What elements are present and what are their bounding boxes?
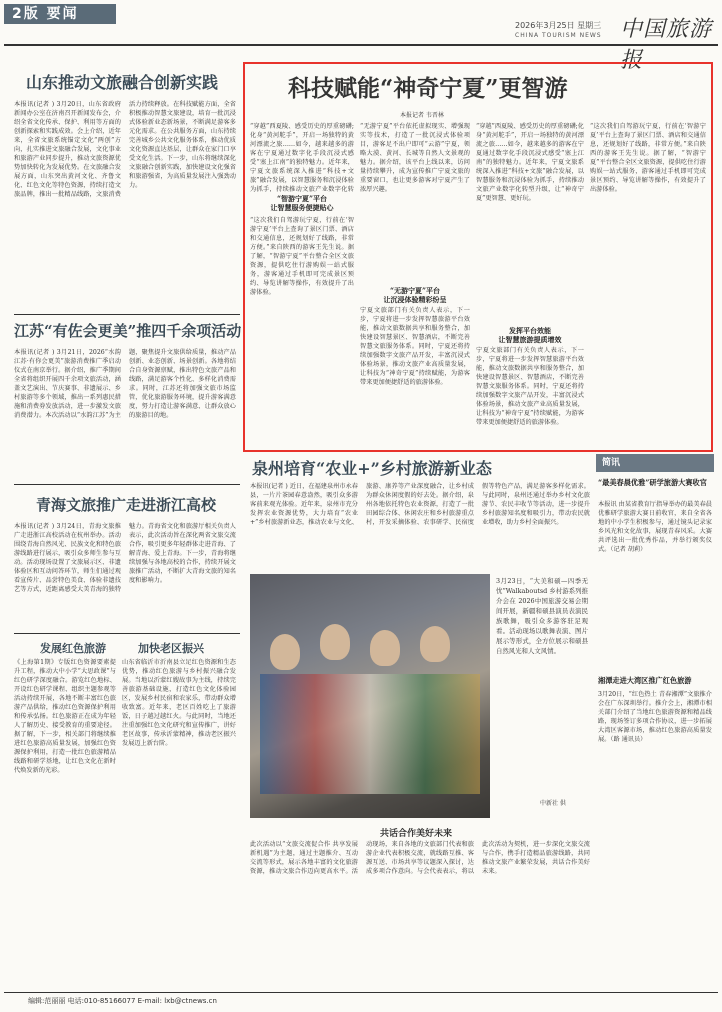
brief-1-title: “最美春晨优雅”研学旅游大赛收官 (598, 478, 707, 487)
jiangsu-headline: 江苏“有佐会更美”推四千余项活动 (14, 322, 242, 340)
briefs-label: 简讯 (596, 454, 714, 472)
news-photo (250, 574, 490, 818)
photo-caption: 3月23日，“大美和硕—四季无忧”Walkaboutsd 乡村游系列推介会在 2026中国旅游交易会期间开展，新疆和硕县演员表演民族歌舞，吸引众多游客驻足观看。活动现场以歌舞表演、图片展示等形式，全方位展示和硕县自然风光和人文风情。 (496, 577, 588, 655)
feature-headline: 科技赋能“神奇宁夏”更智游 (288, 75, 568, 102)
bottom-headline: 共话合作美好未来 (380, 829, 453, 839)
feature-subhead-2: “无游宁夏”平台 让沉浸体验精彩纷呈 (383, 286, 447, 304)
feature-subhead-3: 发挥平台效能 让智慧旅游提质增效 (498, 326, 562, 344)
feature-body-4: 宁夏文旅部门有关负责人表示，下一步，宁夏将进一步发挥智慧旅游平台效能，推动文旅数据共享和服务整合，加快建设智慧景区、智慧酒店，不断完善智慧文旅服务体系。同时，宁夏还将持续加强数字文旅产品开发，丰富沉浸式体验场景，推动文旅产业高质量发展，让科技为“神奇宁夏”持续赋能，为游客带来更加便捷舒适的旅游体验。 (360, 307, 470, 386)
footer-credits: 编辑:范丽丽 电话:010-85166077 E-mail: lxb@ctnews.cn (28, 997, 217, 1005)
feature-body-3: “无游宁夏”平台依托虚拟现实、增强现实等技术，打造了一批沉浸式体验项目，游客足不出户即可“云游”宁夏，领略大漠、黄河、长城等自然人文景观的魅力。据介绍，该平台上线以来，访问量持续攀升，成为宣传推广宁夏文旅的重要窗口，也让更多游客对宁夏产生了浓厚兴趣。 (360, 123, 470, 193)
feature-byline: 本报记者 韦晋林 (400, 112, 444, 119)
bottom-body: 此次活动以“文旅交流促合作 共享发展新机遇”为主题，通过主题推介、互动交流等形式，展示各地丰富的文化旅游资源，推动文旅合作迈向更高水平。活动现场，来自各地的文旅部门代表和旅游企业代表积极交流，就线路互推、客源互送、市场共享等议题深入探讨，达成多项合作意向。与会代表表示，将以此次活动为契机，进一步深化文旅交流与合作，携手打造精品旅游线路，共同推动文旅产业繁荣发展，共话合作美好未来。 (250, 841, 590, 875)
photo-figure (420, 626, 450, 662)
brief-2-title: 湘潭走进大湾区推广红色旅游 (598, 676, 692, 685)
photo-costumes (260, 674, 480, 794)
feature-body-1: “穿越”西夏陵、感受历史的厚重磅礴;化身“黄河舵手”，开启一场独特的黄河漂流之旅……如今，越来越多的游客在宁夏通过数字化手段沉浸式感受“塞上江南”的独特魅力。近年来，宁夏文旅系统深入推进“科技+文旅”融合发展，以智慧服务和沉浸体验为抓手，持续推动文旅产业数字化转 (250, 123, 354, 192)
qinghai-body: 本报讯(记者 ) 3月24日，青海文旅推广走进浙江高校活动在杭州举办。活动围绕青海自然风光、民族文化和特色旅游线路进行展示，吸引众多师生参与互动。活动现场设置了文旅展示区、非遗体验区和互动问答环节，师生们通过观看宣传片、品尝特色美食、体验非遗技艺等方式，近距离感受大美青海的独特魅力。青海省文化和旅游厅相关负责人表示，此次活动旨在深化两省文旅交流合作，吸引更多年轻群体走进青海、了解青海、爱上青海。下一步，青海将继续加强与各地高校的合作，持续开展文旅推广活动，不断扩大青海文旅的知名度和影响力。 (14, 523, 236, 593)
jiabei-body: 山东省临沂市沂南县立足红色资源和生态优势，推动红色旅游与乡村振兴融合发展。当地以沂蒙红嫂故事为主线，持续完善旅游基础设施，打造红色文化体验园区，发展乡村民宿和农家乐，带动群众增收致富。近年来，老区百姓吃上了旅游饭，日子越过越红火。与此同时，当地还注重加强红色文化研究和宣传推广，讲好老区故事，传承沂蒙精神，推动老区振兴发展迈上新台阶。 (122, 659, 236, 747)
divider (14, 633, 240, 634)
photo-figure (320, 624, 350, 660)
photo-figure (370, 630, 400, 666)
brief-2-body: 3月20日，“红色热土 青春湘潭”文旅推介会在广东深圳举行。推介会上，湘潭市相关部门介绍了当地红色旅游资源和精品线路，现场签订多项合作协议，进一步拓展大湾区客源市场，推动红色旅游高质量发展。（路 通讯员） (598, 691, 712, 743)
qinghai-headline: 青海文旅推广走进浙江高校 (36, 496, 217, 514)
brief-1-body: 本报讯 由某省教育厅指导举办的最美春晨优雅研学旅游大赛日前收官，来自全省各地的中小学生积极参与，通过镜头记录家乡风光和文化故事，展现青春风采。大赛共评选出一批优秀作品，并举行颁奖仪式。（记者 胡莉） (598, 501, 712, 553)
shandong-body: 本报讯(记者 ) 3月20日，山东省政府新闻办公室在济南召开新闻发布会，介绍全省文化传承、保护、利用等方面的创新探索和实践成效。会上介绍，近年来，全省文旅系统锚定文化“两创”方向，扎实推进文旅融合发展，文化事业和旅游产业同步提升，推动文旅资源优势加快转化为发展优势。在文旅融合发展方面，山东突出黄河文化、齐鲁文化、红色文化等特色资源，持续打造文旅品牌，推出一批精品线路，文旅消费活力持续释放。在科技赋能方面，全省积极推动智慧文旅建设，培育一批沉浸式体验新业态新场景，不断满足游客多元化需求。在公共服务方面，山东持续完善城乡公共文化服务体系，推动优质文化资源直达基层，让群众在家门口享受文化生活。下一步，山东将继续深化文旅融合创新实践，加快建设文化强省和旅游强省，为高质量发展注入强劲动力。 (14, 101, 236, 198)
issue-date: 2026年3月25日 星期三 (515, 21, 602, 30)
feature-body-7: “这次我们自驾游玩宁夏，行前在‘智游宁夏’平台上查询了景区门票、酒店和交通信息，还规划好了线路，非常方便。”来自陕西的游客王先生说。据了解，“智游宁夏”平台整合全区文旅资源，提供吃住行游购娱一站式服务，游客通过手机即可完成景区预约、导览讲解等操作，有效提升了出游体验。 (590, 123, 706, 193)
header-rule (4, 44, 718, 46)
feature-subhead-1: “智游宁夏”平台 让智慧服务便捷贴心 (270, 194, 334, 212)
feature-body-5: “穿越”西夏陵、感受历史的厚重磅礴;化身“黄河舵手”，开启一场独特的黄河漂流之旅……如今，越来越多的游客在宁夏通过数字化手段沉浸式感受“塞上江南”的独特魅力。近年来，宁夏文旅系统深入推进“科技+文旅”融合发展，以智慧服务和沉浸体验为抓手，持续推动文旅产业数字化转型升级，让“神奇宁夏”更智慧、更好玩。 (476, 123, 584, 202)
jiangsu-body: 本报讯(记者 ) 3月21日，2026“水韵江苏·有你会更美”旅游消费推广季启动仪式在南京举行。据介绍，推广季期间全省将组织开展四千余项文旅活动，涵盖文艺演出、节庆赛事、非遗展示、乡村旅游等多个领域，推出一系列惠民措施和消费券发放活动，进一步激发文旅消费潜力。本次活动以“水韵江苏”为主题，聚焦提升文旅供给质量，推动产品创新、业态创新、场景创新。各地将结合自身资源禀赋，推出特色文旅产品和线路，满足游客个性化、多样化消费需求。同时，江苏还将加强文旅市场监管，优化旅游服务环境，提升游客满意度，努力打造让游客满意、让群众放心的旅游目的地。 (14, 349, 236, 419)
paper-logo: 中国旅游报 (620, 17, 713, 73)
divider (14, 484, 240, 485)
section-tab: 2版 要闻 (4, 4, 116, 24)
shandong-headline: 山东推动文旅融合创新实践 (26, 73, 219, 92)
paper-name-en: CHINA TOURISM NEWS (515, 32, 602, 39)
feature-body-6: 宁夏文旅部门有关负责人表示，下一步，宁夏将进一步发挥智慧旅游平台效能，推动文旅数据共享和服务整合，加快建设智慧景区、智慧酒店，不断完善智慧文旅服务体系。同时，宁夏还将持续加强数字文旅产品开发，丰富沉浸式体验场景，推动文旅产业高质量发展，让科技为“神奇宁夏”持续赋能，为游客带来更加便捷舒适的旅游体验。 (476, 347, 584, 426)
photo-credit: 中新社 供 (540, 800, 566, 807)
feature-body-2: “这次我们自驾游玩宁夏，行前在‘智游宁夏’平台上查询了景区门票、酒店和交通信息，还规划好了线路，非常方便。”来自陕西的游客王先生说。据了解，“智游宁夏”平台整合全区文旅资源，提供吃住行游购娱一站式服务，游客通过手机即可完成景区预约、导览讲解等操作，有效提升了出游体验。 (250, 217, 354, 296)
footer-rule (4, 992, 718, 993)
hongse-headline: 发展红色旅游 (40, 642, 106, 655)
quanzhou-headline: 泉州培育“农业+”乡村旅游新业态 (252, 459, 492, 478)
jiabei-headline: 加快老区振兴 (138, 642, 204, 655)
photo-figure (270, 634, 300, 670)
quanzhou-body: 本报讯(记者 ) 近日，在福建泉州市永春县，一片片茶园春意盎然，吸引众多游客前来观光体验。近年来，泉州市充分发挥农业资源优势，大力培育“农业+”乡村旅游新业态，推动农业与文化、旅游、康养等产业深度融合，让乡村成为群众休闲度假的好去处。据介绍，泉州各地依托特色农业资源，打造了一批田园综合体、休闲农庄和乡村旅游重点村，开发采摘体验、农事研学、民宿度假等特色产品，满足游客多样化需求。与此同时，泉州还通过举办乡村文化旅游节、农民丰收节等活动，进一步提升乡村旅游知名度和吸引力，带动农民就业增收，助力乡村全面振兴。 (250, 483, 590, 526)
hongse-body: 《上海第1期》专版红色资源要素提升工程，推动大中小学“大思政课”与红色研学深度融合。游览红色地标、开设红色研学课程、组织主题参观等活动持续开展，各地不断丰富红色旅游产品供给，推动红色资源保护利用和传承弘扬。红色旅游正在成为年轻人了解历史、接受教育的重要途径。据了解，下一步，相关部门将继续推进红色旅游高质量发展，加强红色资源保护利用，打造一批红色旅游精品线路和研学基地，让红色文化在新时代焕发新的光彩。 (14, 659, 116, 774)
divider (14, 314, 240, 315)
